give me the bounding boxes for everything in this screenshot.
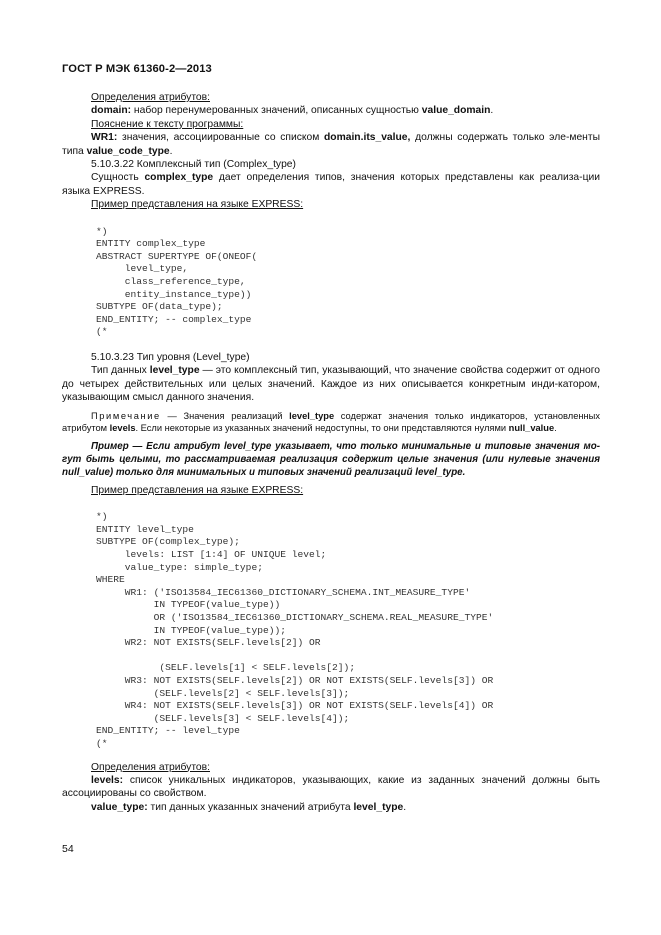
attribute-definitions-heading-2: Определения атрибутов: xyxy=(91,761,210,773)
standard-header: ГОСТ Р МЭК 61360-2—2013 xyxy=(62,63,212,75)
complex-type-intro: Сущность complex_type дает определения типов, значения которых представлены как реализа-ции языка EXPRESS. xyxy=(62,172,600,197)
levels-definition: levels: список уникальных индикаторов, указывающих, какие из заданных значений должны быть ассоциированы со свойством. xyxy=(62,774,600,800)
express-example-heading: Пример представления на языке EXPRESS: xyxy=(91,199,304,211)
section-heading-level-type: 5.10.3.23 Тип уровня (Level_type) xyxy=(91,352,250,363)
value-type-definition: value_type: тип данных указанных значений атрибута level_type. xyxy=(91,801,407,813)
example-paragraph: Пример — Если атрибут level_type указывает, что только минимальные и типовые значения мо-гут быть целыми, то рассматриваемая реализация содержит целые значения (или нулевые значения null_value) только для минимальных и типовых значений реализаций level_type. xyxy=(62,440,600,478)
attribute-definitions-heading: Определения атрибутов: xyxy=(91,92,210,103)
wr1-explanation: WR1: значения, ассоциированные со списком domain.its_value, должны содержать только эле-менты типа value_code_type. xyxy=(62,132,600,157)
program-explanation-heading: Пояснение к тексту программы: xyxy=(91,118,244,130)
page-number: 54 xyxy=(62,843,74,855)
section-heading-complex-type: 5.10.3.22 Комплексный тип (Complex_type) xyxy=(91,159,296,171)
page-body xyxy=(62,91,600,814)
level-type-intro: Тип данных level_type — это комплексный тип, указывающий, что значение свойства содержит от одного до четырех действительных или целых значений. Каждое из них описывается конкретным инди-катором, указывающим смысл данного значения. xyxy=(62,365,601,404)
note-paragraph: Примечание — Значения реализаций level_type содержат значения только индикаторов, установленных атрибутом levels. Если некоторые из указанных значений недоступны, то они представляются нулями null_value. xyxy=(62,410,600,434)
express-code-level-type: *) ENTITY level_type SUBTYPE OF(complex_type); levels: LIST [1:4] OF UNIQUE level; value_type: simple_type; WHERE WR1: ('ISO13584_IEC61360_DICTIONARY_SCHEMA.INT_MEASURE_TYPE' IN TYPEOF(value_type)) OR ('ISO13584_IEC61360_DICTIONARY_SCHEMA.REAL_MEASURE_TYPE' IN TYPEOF(value_type)); WR2: NOT EXISTS(SELF.levels[2]) OR (SELF.levels[1] < SELF.levels[2]); WR3: NOT EXISTS(SELF.levels[2]) OR NOT EXISTS(SELF.levels[3]) OR (SELF.levels[2] < SELF.levels[3]); WR4: NOT EXISTS(SELF.levels[3]) OR NOT EXISTS(SELF.levels[4]) OR (SELF.levels[3] < SELF.levels[4]); END_ENTITY; -- level_type (* xyxy=(96,511,494,749)
express-example-heading-2: Пример представления на языке EXPRESS: xyxy=(91,484,304,496)
express-code-complex-type: *) ENTITY complex_type ABSTRACT SUPERTYPE OF(ONEOF( level_type, class_reference_type, entity_instance_type)) SUBTYPE OF(data_type); END_ENTITY; -- complex_type (* xyxy=(96,225,258,338)
domain-definition: domain: набор перенумерованных значений, описанных сущностью value_domain. xyxy=(91,105,494,117)
